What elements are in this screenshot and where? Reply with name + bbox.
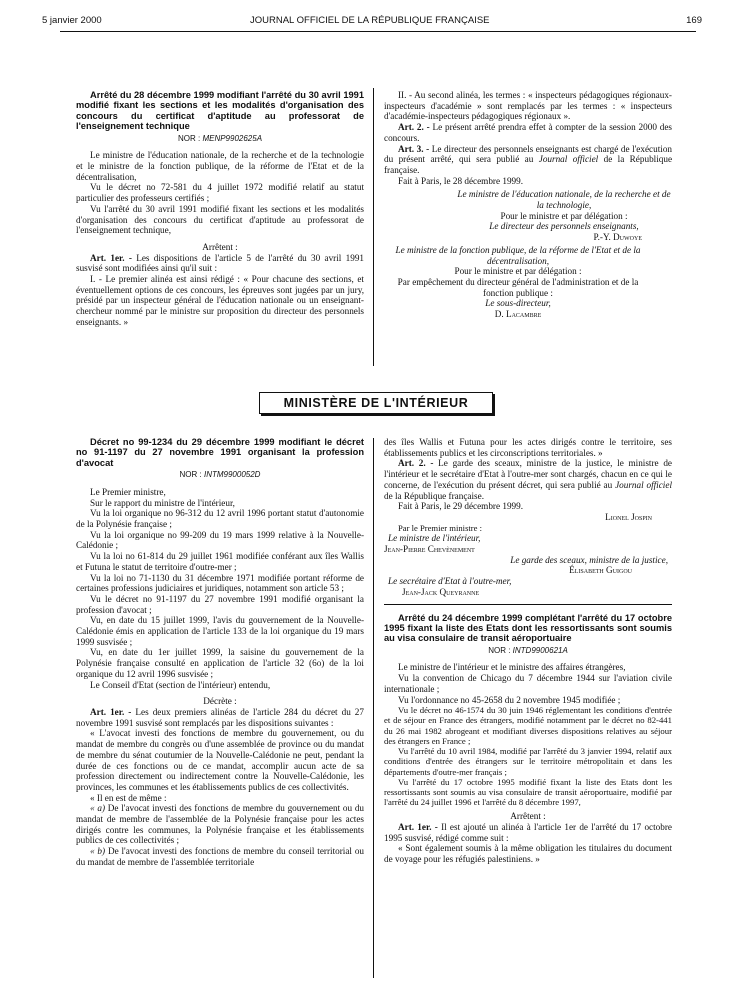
decret-art2: Art. 2. - Le garde des sceaux, ministre de la justice, le ministre de l'intérieur et le secrétaire d'Etat à l'outre-mer sont chargés, chacun en ce qui le concerne, de l'exécution du présent décret, qui sera publié au Journal officiel de la République française. (384, 458, 673, 501)
decret-p8: Vu, en date du 15 juillet 1999, l'avis du gouvernement de la Nouvelle-Calédonie émis en application de l'article 133 de la loi organique du 19 mars 1999 susvisée ; (76, 615, 364, 647)
arrete-1-arretent: Arrêtent : (202, 241, 238, 252)
decret-p3: Vu la loi organique no 96-312 du 12 avril 1996 portant statut d'autonomie de la Polynésie française ; (76, 508, 364, 530)
decret-p2: Sur le rapport du ministre de l'intérieur, (90, 497, 235, 508)
decret-art1: Art. 1er. - Les deux premiers alinéas de l'article 284 du décret du 27 novembre 1991 susvisé sont remplacés par les dispositions suivantes : (76, 706, 364, 728)
decret-sig-ministre-interieur: Le ministre de l'intérieur, (388, 533, 481, 544)
decret-p4: Vu la loi organique no 99-209 du 19 mars 1999 relative à la Nouvelle-Calédonie ; (76, 529, 364, 551)
arrete-1-nor: NOR : MENP9902625A (177, 133, 263, 143)
decret-sig-secretaire-etat: Le secrétaire d'Etat à l'outre-mer, (388, 576, 512, 587)
arrete-1-sig6: Pour le ministre et par délégation : (454, 266, 582, 277)
arrete-2-art1: Art. 1er. - Il est ajouté un alinéa à l'article 1er de l'arrêté du 17 octobre 1995 susvisé, rédigé comme suit : (384, 822, 672, 843)
decret-sig-premier-ministre: Lionel Jospin (605, 511, 652, 522)
decret-decrete: Décrète : (203, 696, 237, 707)
arrete-1-sig3: Le directeur des personnels enseignants, (489, 221, 639, 232)
column-divider-top (373, 88, 374, 366)
arrete-2-p4: Vu le décret no 46-1574 du 30 juin 1946 réglementant les conditions d'entrée et de séjour en France des étrangers, modifié notamment par le décret no 82-441 du 26 mai 1982 abrogeant et modifiant diverses dispositions relatives au séjour des étrangers en France ; (384, 705, 672, 746)
arrete-2-nor: NOR : INTD9900621A (488, 645, 568, 655)
arrete-1-fait: Fait à Paris, le 28 décembre 1999. (398, 175, 524, 186)
arrete-1-sig1: Le ministre de l'éducation nationale, de la recherche et de la technologie, (457, 189, 671, 211)
decret-title: Décret no 99-1234 du 29 décembre 1999 modifiant le décret no 91-1197 du 27 novembre 1991 organisant la profession d'avocat (76, 437, 364, 468)
decret-sig-garde-sceaux: Le garde des sceaux, ministre de la justice, (510, 554, 668, 565)
arrete-1-p3: Vu l'arrêté du 30 avril 1991 modifié fixant les sections et les modalités d'organisation des concours du certificat d'aptitude au professorat de l'enseignement technique, (76, 203, 364, 236)
arrete-1-sig8: Le sous-directeur, (485, 298, 551, 309)
arrete-2-p5: Vu l'arrêté du 10 avril 1984, modifié par l'arrêté du 3 janvier 1994, relatif aux conditions d'entrée des étrangers sur le territoire métropolitain et dans les départements d'outre-mer français ; (384, 746, 672, 777)
arrete-1-p1: Le ministre de l'éducation nationale, de la recherche et de la technologie et le ministre de la fonction publique, de la réforme de l'Etat et de la décentralisation, (76, 150, 364, 182)
decret-sig-chevenement: Jean-Pierre Chevènement (384, 544, 475, 555)
decret-p7: Vu le décret no 91-1197 du 27 novembre 1991 modifié organisant la profession d'avocat ; (76, 593, 364, 615)
arrete-2-title: Arrêté du 24 décembre 1999 complétant l'arrêté du 17 octobre 1995 fixant la liste des Etats dont les ressortissants sont soumis au visa consulaire de transit aéroportuaire (384, 612, 672, 644)
decret-left (76, 437, 364, 868)
decret-p12: « Il en est de même : (90, 792, 167, 803)
decret-p13: « a) De l'avocat investi des fonctions de membre du gouvernement ou du mandat de membre de l'assemblée de la Polynésie française pour les actes dirigés contre les communes, la Polynésie française et les établissements publics de ces collectivités ; (76, 803, 365, 846)
arrete-1-sig5: Le ministre de la fonction publique, de la réforme de l'Etat et de la décentralisation, (395, 244, 641, 266)
arrete-1-left (76, 90, 364, 328)
decret-p9: Vu, en date du 1er juillet 1999, la saisine du gouvernement de la Polynésie française consulté en application de l'article 32 (6o) de la loi organique du 12 avril 1996 susvisée ; (76, 647, 364, 679)
arrete-1-sig9: D. Lacambre (494, 309, 542, 320)
decret-nor: NOR : INTM9900052D (179, 470, 261, 480)
decret-fait: Fait à Paris, le 29 décembre 1999. (398, 501, 524, 512)
decret-p14: « b) De l'avocat investi des fonctions de membre du conseil territorial ou du mandat de membre de l'assemblée territoriale (76, 846, 365, 867)
arrete-2-p1: Le ministre de l'intérieur et le ministre des affaires étrangères, (398, 662, 626, 673)
decret-p5: Vu la loi no 61-814 du 29 juillet 1961 modifiée conférant aux îles Wallis et Futuna le statut de territoire d'outre-mer ; (76, 551, 364, 572)
ministry-banner: MINISTÈRE DE L'INTÉRIEUR (259, 392, 493, 414)
decret-sig-queyranne: Jean-Jack Queyranne (402, 586, 480, 597)
decret-p10: Le Conseil d'Etat (section de l'intérieur) entendu, (90, 679, 271, 690)
decret-p11: « L'avocat investi des fonctions de membre du gouvernement, ou du mandat de membre du congrès ou d'une assemblée de province ou du mandat de membre du sénat coutumier de la Nouvelle-Calédonie ne peut, pendant la durée de ces fonctions ou de ce mandat, accomplir aucun acte de sa profession directement ou indirectement contre la Nouvelle-Calédonie, les provinces, les communes et les établissements publics de ces collectivités. (76, 728, 364, 792)
arrete-1-p5: II. - Au second alinéa, les termes : « inspecteurs pédagogiques régionaux-inspecteurs d'académie » sont remplacés par les termes : « inspecteurs d'académie-inspecteurs pédagogiques régionaux ». (384, 90, 672, 122)
arrete-1-sig2: Pour le ministre et par délégation : (500, 210, 628, 221)
arrete-1-title: Arrêté du 28 décembre 1999 modifiant l'arrêté du 30 avril 1991 modifié fixant les sections et les modalités d'organisation des concours du certificat d'aptitude au professorat de l'enseignement technique (76, 90, 364, 132)
header-date: 5 janvier 2000 (42, 15, 102, 26)
arrete-1-art2: Art. 2. - Le présent arrêté prendra effet à compter de la session 2000 des concours. (384, 122, 673, 143)
arrete-1-art1: Art. 1er. - Les dispositions de l'article 5 de l'arrêté du 30 avril 1991 susvisé sont modifiées ainsi qu'il suit : (76, 252, 365, 274)
arrete-2-arretent: Arrêtent : (510, 811, 546, 822)
arrete-2-p7: « Sont également soumis à la même obligation les titulaires du document de voyage pour les réfugiés palestiniens. » (384, 843, 672, 865)
decret-p15: des îles Wallis et Futuna pour les actes dirigés contre le territoire, ses établissements publics et les circonscriptions territoriales. » (384, 437, 672, 458)
decret-sig-par-premier-ministre: Par le Premier ministre : (398, 522, 483, 533)
decret-p6: Vu la loi no 71-1130 du 31 décembre 1971 modifiée portant réforme de certaines professions judiciaires et juridiques, notamment son article 53 ; (76, 572, 364, 594)
decret-p1: Le Premier ministre, (90, 486, 166, 497)
arrete-1-right (384, 90, 672, 320)
column-divider-bottom (373, 438, 374, 978)
arrete-2-p2: Vu la convention de Chicago du 7 décembre 1944 sur l'aviation civile internationale ; (384, 673, 672, 694)
header-page-number: 169 (686, 15, 702, 26)
header-rule (60, 31, 696, 32)
arrete-2-p6: Vu l'arrêté du 17 octobre 1995 modifié fixant la liste des Etats dont les ressortissants sont soumis au visa consulaire de transit aéroportuaire, modifié par l'arrêté du 24 juillet 1996 et l'arrêté du 8 décembre 1997, (384, 776, 672, 808)
arrete-1-p4: I. - Le premier alinéa est ainsi rédigé : « Pour chacune des sections, et éventuellement options de ces concours, les épreuves sont jugées par un jury, présidé par un inspecteur général de l'éducation nationale ou un enseignant-chercheur nommé par le ministre sur proposition du directeur des personnels enseignants. » (76, 274, 364, 327)
arrete-1-p2: Vu le décret no 72-581 du 4 juillet 1972 modifié relatif au statut particulier des professeurs certifiés ; (76, 182, 364, 204)
arrete-2-p3: Vu l'ordonnance no 45-2658 du 2 novembre 1945 modifiée ; (398, 694, 621, 705)
section-rule (384, 604, 672, 605)
arrete-1-sig4: P.-Y. Duwoye (593, 232, 642, 243)
arrete-1-art3: Art. 3. - Le directeur des personnels enseignants est chargé de l'exécution du présent arrêté, qui sera publié au Journal officiel de la République française. (384, 143, 673, 175)
header-journal-title: JOURNAL OFFICIEL DE LA RÉPUBLIQUE FRANÇAISE (250, 15, 490, 26)
decret-sig-guigou: Élisabeth Guigou (569, 565, 632, 576)
decret-right (384, 437, 672, 865)
arrete-1-sig7: Par empêchement du directeur général de l'administration et de la fonction publique : (397, 276, 639, 298)
page-header (42, 13, 702, 29)
